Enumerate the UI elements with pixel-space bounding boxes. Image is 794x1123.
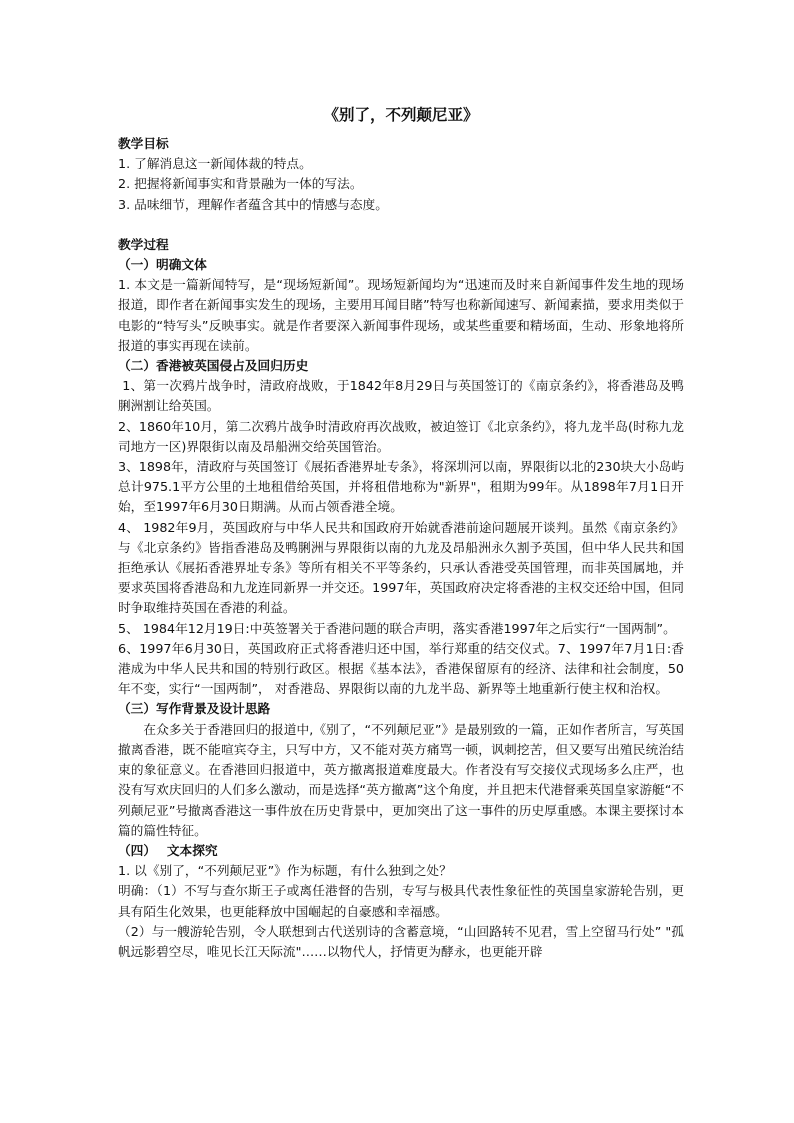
section-4-heading: （四） 文本探究 — [118, 842, 218, 858]
objective-item-1: 1. 了解消息这一新闻体裁的特点。 — [118, 156, 312, 172]
history-item-2: 2、1860年10月，第二次鸦片战争时清政府再次战败，被迫签订《北京条约》，将九龙半岛(时称九龙司地方一区)界限街以南及昂船洲交给英国管治。 — [118, 418, 684, 454]
document-title: 《别了，不列颠尼亚》 — [323, 106, 479, 124]
history-item-3: 3、1898年，清政府与英国签订《展拓香港界址专条》，将深圳河以南，界限街以北的230块大小岛屿总计975.1平方公里的土地租借给英国，并将租借地称为"新界"，租期为99年。从1898年7月1日开始，至1997年6月30日期满。从而占领香港全境。 — [118, 459, 684, 515]
section-1-heading: （一）明确文体 — [118, 257, 207, 273]
objective-item-2: 2. 把握将新闻事实和背景融为一体的写法。 — [118, 176, 363, 192]
history-item-1: 1、第一次鸦片战争时，清政府战败，于1842年8月29日与英国签订的《南京条约》，将香港岛及鸭脷洲割让给英国。 — [118, 378, 684, 414]
section-3-paragraph: 在众多关于香港回归的报道中,《别了，“不列颠尼亚”》是最别致的一篇，正如作者所言，写英国撤离香港，既不能喧宾夺主，只写中方，又不能对英方痛骂一顿，讽刺挖苦，但又要写出殖民统治结束的象征意义。在香港回归报道中，英方撤离报道难度最大。作者没有写交接仪式现场多么庄严，也没有写欢庆回归的人们多么激动，而是选择“英方撤离”这个角度，并且把末代港督乘英国皇家游艇“不列颠尼亚”号撤离香港这一事件放在历史背景中，更加突出了这一事件的历史厚重感。本课主要探讨本篇的篇性特征。 — [118, 721, 684, 838]
section-4-answer-1: 明确：（1）不写与查尔斯王子或离任港督的告别，专写与极具代表性象征性的英国皇家游轮告别，更具有陌生化效果，也更能释放中国崛起的自豪感和幸福感。 — [118, 883, 684, 919]
section-3-heading: （三）写作背景及设计思路 — [118, 701, 271, 717]
section-4-answer-2: （2）与一艘游轮告别，令人联想到古代送别诗的含蓄意境，“山回路转不见君，雪上空留马行处” "孤帆远影碧空尽，唯见长江天际流"……以物代人，抒情更为酵永，也更能开辟 — [118, 923, 684, 959]
process-heading: 教学过程 — [118, 236, 169, 252]
history-item-4: 4、 1982年9月，英国政府与中华人民共和国政府开始就香港前途问题展开谈判。虽然《南京条约》与《北京条约》皆指香港岛及鸭脷洲与界限街以南的九龙及昂船洲永久割予英国，但中华人民共和国拒绝承认《展拓香港界址专条》等所有相关不平等条约，只承认香港受英国管理，而非英国属地，并要求英国将香港岛和九龙连同新界一并交还。1997年，英国政府决定将香港的主权交还给中国，但同时争取维持英国在香港的利益。 — [118, 519, 684, 616]
section-2-heading: （二）香港被英国侵占及回归历史 — [118, 358, 309, 374]
objective-item-3: 3. 品味细节，理解作者蕴含其中的情感与态度。 — [118, 196, 388, 212]
section-4-question: 1. 以《别了，“不列颠尼亚”》作为标题，有什么独到之处？ — [118, 863, 452, 879]
objectives-heading: 教学目标 — [118, 136, 169, 151]
document-body — [118, 104, 684, 962]
section-1-paragraph: 1. 本文是一篇新闻特写，是“现场短新闻”。现场短新闻均为“迅速而及时来自新闻事件发生地的现场报道，即作者在新闻事实发生的现场，主要用耳闻目睹”特写也称新闻速写、新闻素描，要求用类似于电影的“特写头”反映事实。就是作者要深入新闻事件现场，或某些重要和精场面，生动、形象地将所报道的事实再现在读前。 — [118, 277, 684, 353]
history-item-5: 5、 1984年12月19日:中英签署关于香港问题的联合声明，落实香港1997年之后实行“一国两制”。 — [118, 620, 676, 636]
history-item-6: 6、1997年6月30日，英国政府正式将香港归还中国，举行郑重的结交仪式。7、1997年7月1日:香港成为中华人民共和国的特别行政区。根据《基本法》，香港保留原有的经济、法律和社会制度，50年不变，实行“一国两制”， 对香港岛、界限街以南的九龙半岛、新界等土地重新行使主权和治权。 — [118, 640, 684, 697]
section-spacer — [118, 215, 684, 235]
